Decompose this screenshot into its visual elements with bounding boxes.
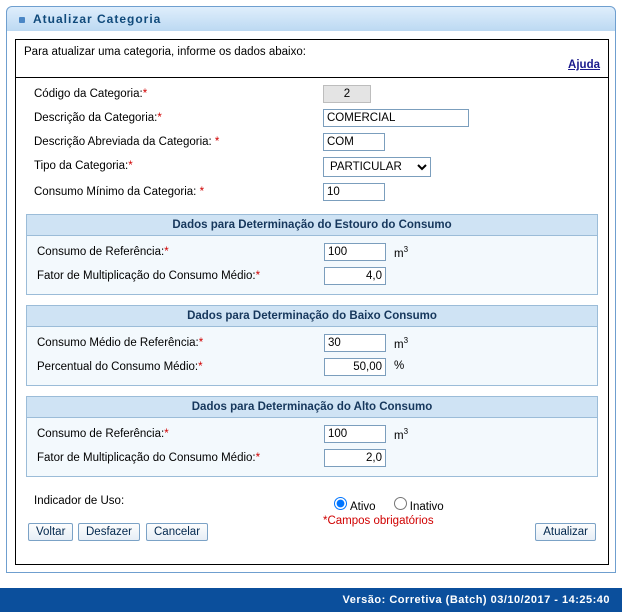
panel-alto-title: Dados para Determinação do Alto Consumo <box>27 397 597 418</box>
field-row-indicador-uso <box>16 491 608 527</box>
unit-m3-alto: $m^3$ <box>394 427 409 442</box>
voltar-button[interactable]: Voltar <box>28 523 73 541</box>
footer-area <box>16 491 608 553</box>
panel-estouro-consumo <box>26 214 598 295</box>
panel-baixo-consumo <box>26 305 598 386</box>
consumo-minimo-input[interactable] <box>323 183 385 201</box>
form-body <box>16 84 608 553</box>
field-row-descricao-abreviada <box>16 132 608 154</box>
status-bar: Versão: Corretiva (Batch) 03/10/2017 - 14:25:40 <box>0 588 622 612</box>
descricao-control <box>323 109 469 127</box>
estouro-referencia-input[interactable] <box>324 243 386 261</box>
panel-estouro-body <box>27 236 597 294</box>
window-titlebar <box>6 6 616 32</box>
field-row-codigo <box>16 84 608 106</box>
button-bar <box>16 523 608 547</box>
alto-fator-control <box>324 449 386 467</box>
alto-referencia-input[interactable] <box>324 425 386 443</box>
tipo-control <box>323 157 431 177</box>
field-row-descricao <box>16 108 608 130</box>
field-row-alto-fator <box>27 448 597 470</box>
label-baixo-percentual: Percentual do Consumo Médio:* <box>37 361 203 373</box>
estouro-fator-input[interactable] <box>324 267 386 285</box>
panel-baixo-body <box>27 327 597 385</box>
estouro-fator-control <box>324 267 386 285</box>
baixo-medio-referencia-control <box>324 334 386 352</box>
radio-inativo-input[interactable] <box>394 497 407 510</box>
panel-estouro-title: Dados para Determinação do Estouro do Consumo <box>27 215 597 236</box>
help-link[interactable]: Ajuda <box>568 59 600 71</box>
descricao-abreviada-input[interactable] <box>323 133 385 151</box>
label-estouro-referencia: Consumo de Referência:* <box>37 246 169 258</box>
codigo-input <box>323 85 371 103</box>
window-title: Atualizar Categoria <box>33 12 162 26</box>
field-row-consumo-minimo <box>16 182 608 204</box>
label-descricao: Descrição da Categoria:* <box>34 112 162 124</box>
label-consumo-minimo: Consumo Mínimo da Categoria: * <box>34 186 205 198</box>
label-indicador-uso: Indicador de Uso: <box>34 495 125 507</box>
label-baixo-medio-referencia: Consumo Médio de Referência:* <box>37 337 204 349</box>
unit-m3-baixo: $m^3$ <box>394 336 409 351</box>
codigo-control <box>323 85 371 103</box>
unit-percent-baixo: % <box>394 360 405 372</box>
required-note: *Campos obrigatórios <box>323 515 434 527</box>
alto-referencia-control <box>324 425 386 443</box>
descricao-abreviada-control <box>323 133 385 151</box>
label-alto-referencia: Consumo de Referência:* <box>37 428 169 440</box>
field-row-baixo-percentual <box>27 357 597 379</box>
descricao-input[interactable] <box>323 109 469 127</box>
label-tipo: Tipo da Categoria:* <box>34 160 133 172</box>
atualizar-button[interactable]: Atualizar <box>535 523 596 541</box>
radio-ativo[interactable] <box>329 501 376 513</box>
tipo-select[interactable] <box>323 157 431 177</box>
label-estouro-fator: Fator de Multiplicação do Consumo Médio:* <box>37 270 261 282</box>
estouro-referencia-control <box>324 243 386 261</box>
radio-inativo[interactable] <box>389 501 444 513</box>
label-codigo: Código da Categoria:* <box>34 88 148 100</box>
radio-inativo-label: Inativo <box>409 501 444 513</box>
baixo-percentual-control <box>324 358 386 376</box>
alto-fator-input[interactable] <box>324 449 386 467</box>
panel-baixo-title: Dados para Determinação do Baixo Consumo <box>27 306 597 327</box>
baixo-percentual-input[interactable] <box>324 358 386 376</box>
instruction-bar <box>16 40 608 78</box>
label-descricao-abreviada: Descrição Abreviada da Categoria: * <box>34 136 220 148</box>
indicador-uso-radio-group <box>329 494 454 513</box>
field-row-tipo <box>16 156 608 180</box>
desfazer-button[interactable]: Desfazer <box>78 523 140 541</box>
consumo-minimo-control <box>323 183 385 201</box>
unit-m3-estouro: $m^3$ <box>394 245 409 260</box>
panel-alto-body <box>27 418 597 476</box>
panel-alto-consumo <box>26 396 598 477</box>
label-alto-fator: Fator de Multiplicação do Consumo Médio:* <box>37 452 261 464</box>
baixo-medio-referencia-input[interactable] <box>324 334 386 352</box>
window-icon <box>19 17 25 23</box>
field-row-alto-referencia <box>27 424 597 446</box>
form-frame <box>6 31 616 573</box>
form-inner <box>15 39 609 565</box>
field-row-estouro-fator <box>27 266 597 288</box>
field-row-baixo-medio-referencia <box>27 333 597 355</box>
field-row-estouro-referencia <box>27 242 597 264</box>
instruction-text: Para atualizar uma categoria, informe os dados abaixo: <box>24 46 306 58</box>
radio-ativo-input[interactable] <box>334 497 347 510</box>
radio-ativo-label: Ativo <box>350 501 376 513</box>
cancelar-button[interactable]: Cancelar <box>146 523 208 541</box>
